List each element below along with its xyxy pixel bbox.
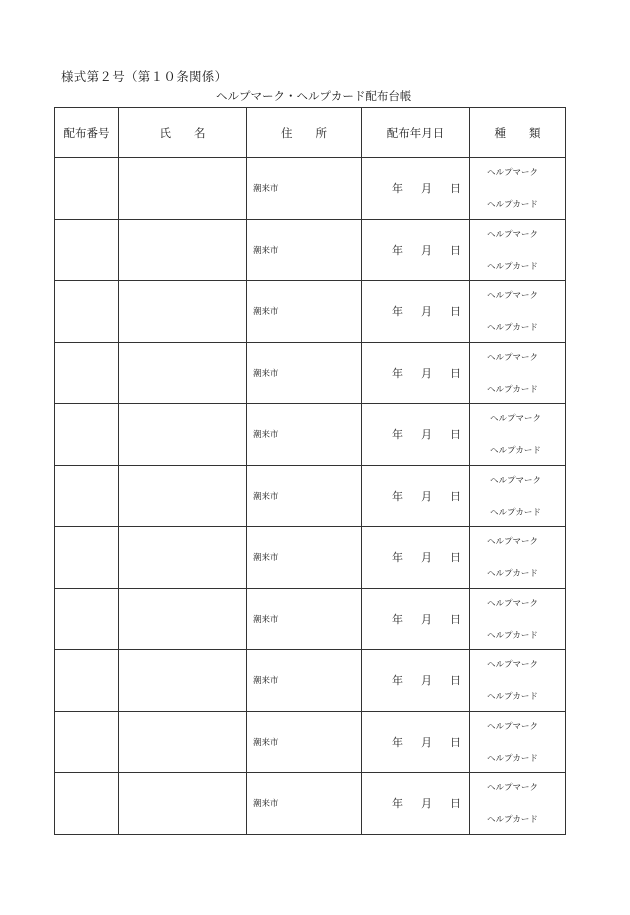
address-cell: 潮来市 <box>247 281 362 343</box>
header-name: 氏 名 <box>119 108 247 158</box>
help-mark-option: ヘルプマーク <box>487 229 539 240</box>
day-label: 日 <box>450 674 461 688</box>
day-label: 日 <box>450 735 461 749</box>
table-row <box>55 588 566 650</box>
distribution-number-cell <box>55 650 119 712</box>
help-mark-option: ヘルプマーク <box>487 598 539 609</box>
year-label: 年 <box>392 182 403 196</box>
name-cell <box>119 711 247 773</box>
address-cell: 潮来市 <box>247 465 362 527</box>
type-options <box>470 228 565 272</box>
distribution-ledger-table <box>54 107 566 835</box>
year-label: 年 <box>392 674 403 688</box>
date-fields <box>362 426 469 442</box>
type-options <box>470 658 565 702</box>
help-card-option: ヘルプカード <box>487 261 538 272</box>
distribution-number-cell <box>55 158 119 220</box>
month-label: 月 <box>421 182 432 196</box>
year-label: 年 <box>392 489 403 503</box>
date-fields <box>362 242 469 258</box>
name-cell <box>119 281 247 343</box>
date-fields <box>362 611 469 627</box>
type-cell <box>470 527 566 589</box>
address-cell: 潮来市 <box>247 342 362 404</box>
date-fields <box>362 672 469 688</box>
header-address: 住 所 <box>247 108 362 158</box>
month-label: 月 <box>421 428 432 442</box>
day-label: 日 <box>450 305 461 319</box>
type-options <box>470 597 565 641</box>
month-label: 月 <box>421 551 432 565</box>
table-row <box>55 342 566 404</box>
help-mark-option: ヘルプマーク <box>490 475 542 486</box>
name-cell <box>119 527 247 589</box>
type-cell <box>470 711 566 773</box>
help-card-option: ヘルプカード <box>487 323 538 334</box>
distribution-number-cell <box>55 773 119 835</box>
date-fields <box>362 365 469 381</box>
address-cell: 潮来市 <box>247 219 362 281</box>
name-cell <box>119 650 247 712</box>
ledger-title: ヘルプマーク・ヘルプカード配布台帳 <box>216 89 412 103</box>
type-cell <box>470 342 566 404</box>
day-label: 日 <box>450 243 461 257</box>
date-cell <box>362 404 470 466</box>
year-label: 年 <box>392 797 403 811</box>
day-label: 日 <box>450 797 461 811</box>
distribution-number-cell <box>55 281 119 343</box>
help-mark-option: ヘルプマーク <box>487 537 539 548</box>
month-label: 月 <box>421 366 432 380</box>
type-cell <box>470 404 566 466</box>
month-label: 月 <box>421 612 432 626</box>
help-mark-option: ヘルプマーク <box>490 414 542 425</box>
distribution-number-cell <box>55 219 119 281</box>
help-card-option: ヘルプカード <box>487 569 538 580</box>
type-options <box>470 781 565 825</box>
type-cell <box>470 650 566 712</box>
header-distribution-date: 配布年月日 <box>362 108 470 158</box>
day-label: 日 <box>450 428 461 442</box>
table-row <box>55 281 566 343</box>
name-cell <box>119 158 247 220</box>
table-row <box>55 527 566 589</box>
help-mark-option: ヘルプマーク <box>487 783 539 794</box>
date-cell <box>362 158 470 220</box>
distribution-number-cell <box>55 527 119 589</box>
date-cell <box>362 219 470 281</box>
year-label: 年 <box>392 612 403 626</box>
distribution-number-cell <box>55 588 119 650</box>
name-cell <box>119 588 247 650</box>
day-label: 日 <box>450 612 461 626</box>
date-cell <box>362 588 470 650</box>
help-card-option: ヘルプカード <box>487 630 538 641</box>
help-card-option: ヘルプカード <box>490 446 541 457</box>
address-cell: 潮来市 <box>247 711 362 773</box>
type-options <box>470 166 565 210</box>
name-cell <box>119 219 247 281</box>
help-card-option: ヘルプカード <box>487 384 538 395</box>
date-cell <box>362 527 470 589</box>
address-cell: 潮来市 <box>247 773 362 835</box>
name-cell <box>119 342 247 404</box>
help-mark-option: ヘルプマーク <box>487 352 539 363</box>
date-cell <box>362 342 470 404</box>
help-mark-option: ヘルプマーク <box>487 660 539 671</box>
date-cell <box>362 465 470 527</box>
table-row <box>55 219 566 281</box>
header-type: 種 類 <box>470 108 566 158</box>
year-label: 年 <box>392 551 403 565</box>
month-label: 月 <box>421 489 432 503</box>
date-cell <box>362 711 470 773</box>
type-options <box>470 535 565 579</box>
year-label: 年 <box>392 428 403 442</box>
distribution-number-cell <box>55 404 119 466</box>
day-label: 日 <box>450 182 461 196</box>
type-cell <box>470 281 566 343</box>
day-label: 日 <box>450 551 461 565</box>
address-cell: 潮来市 <box>247 650 362 712</box>
name-cell <box>119 465 247 527</box>
year-label: 年 <box>392 366 403 380</box>
type-cell <box>470 773 566 835</box>
month-label: 月 <box>421 243 432 257</box>
month-label: 月 <box>421 674 432 688</box>
date-fields <box>362 734 469 750</box>
distribution-number-cell <box>55 711 119 773</box>
help-mark-option: ヘルプマーク <box>487 168 539 179</box>
help-mark-option: ヘルプマーク <box>487 721 539 732</box>
table-header-row <box>55 108 566 158</box>
day-label: 日 <box>450 366 461 380</box>
date-fields <box>362 549 469 565</box>
table-row <box>55 650 566 712</box>
type-options <box>470 474 565 518</box>
address-cell: 潮来市 <box>247 527 362 589</box>
type-options <box>470 412 565 456</box>
address-cell: 潮来市 <box>247 158 362 220</box>
date-fields <box>362 303 469 319</box>
year-label: 年 <box>392 735 403 749</box>
help-card-option: ヘルプカード <box>487 692 538 703</box>
year-label: 年 <box>392 305 403 319</box>
date-fields <box>362 180 469 196</box>
month-label: 月 <box>421 735 432 749</box>
help-card-option: ヘルプカード <box>490 507 541 518</box>
month-label: 月 <box>421 305 432 319</box>
year-label: 年 <box>392 243 403 257</box>
name-cell <box>119 773 247 835</box>
type-options <box>470 351 565 395</box>
date-fields <box>362 488 469 504</box>
help-card-option: ヘルプカード <box>487 815 538 826</box>
header-distribution-number: 配布番号 <box>55 108 119 158</box>
table-row <box>55 465 566 527</box>
help-card-option: ヘルプカード <box>487 200 538 211</box>
address-cell: 潮来市 <box>247 588 362 650</box>
date-cell <box>362 773 470 835</box>
distribution-number-cell <box>55 342 119 404</box>
date-cell <box>362 650 470 712</box>
help-mark-option: ヘルプマーク <box>487 291 539 302</box>
type-cell <box>470 158 566 220</box>
table-row <box>55 158 566 220</box>
date-cell <box>362 281 470 343</box>
help-card-option: ヘルプカード <box>487 753 538 764</box>
type-cell <box>470 465 566 527</box>
form-number-label: 様式第２号（第１０条関係） <box>61 69 228 84</box>
month-label: 月 <box>421 797 432 811</box>
type-cell <box>470 588 566 650</box>
table-row <box>55 773 566 835</box>
type-options <box>470 720 565 764</box>
day-label: 日 <box>450 489 461 503</box>
date-fields <box>362 795 469 811</box>
table-row <box>55 711 566 773</box>
type-options <box>470 289 565 333</box>
table-row <box>55 404 566 466</box>
type-cell <box>470 219 566 281</box>
name-cell <box>119 404 247 466</box>
address-cell: 潮来市 <box>247 404 362 466</box>
distribution-number-cell <box>55 465 119 527</box>
